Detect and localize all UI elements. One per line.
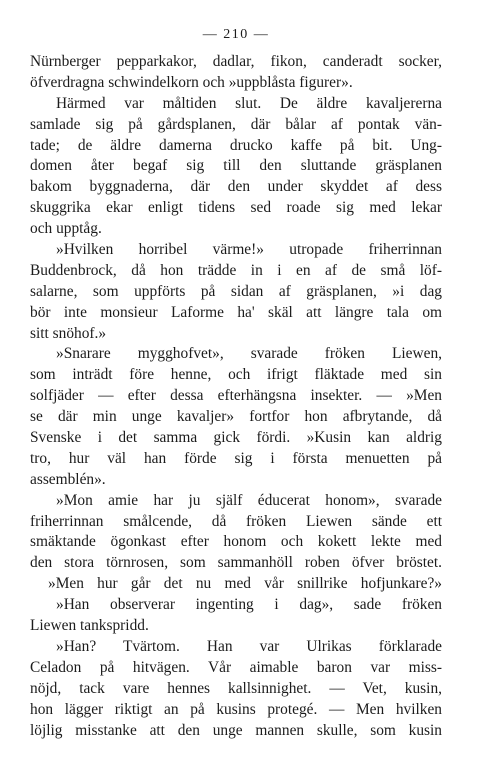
text-line: smäktande ögonkast efter honom och kokett lekte med xyxy=(30,533,442,551)
text-line: salarne, som uppförts på sidan af gräsplanen, »i dag xyxy=(30,282,442,300)
text-line: och upptåg. xyxy=(30,220,102,238)
text-line: bör inte monsieur Laforme ha' skäl att längre tala om xyxy=(30,303,442,321)
text-line: assemblén». xyxy=(30,470,106,488)
text-line: Svenske i det samma gick fördi. »Kusin kan aldrig xyxy=(30,429,442,447)
text-line: öfverdragna schwindelkorn och »uppblåsta figurer». xyxy=(30,73,353,91)
text-line: »Mon amie har ju själf éducerat honom», svarade xyxy=(56,491,442,509)
page-number: — 210 — xyxy=(202,27,270,42)
text-line: hon lägger riktigt an på kusins protegé. — Men hvilken xyxy=(30,700,442,718)
text-line: som inträdt före henne, och ifrigt fläktade med sin xyxy=(30,366,442,384)
text-line: den stora törnrosen, som sammanhöll roben öfver bröstet. xyxy=(30,554,442,572)
text-line: sitt snöhof.» xyxy=(30,324,107,342)
text-line: domen åter begaf sig till den sluttande gräsplanen xyxy=(30,157,442,175)
text-line: »Snarare mygghofvet», svarade fröken Liewen, xyxy=(56,345,442,363)
text-line: löjlig misstanke att den unge mannen skulle, som kusin xyxy=(30,721,442,739)
text-line: tade; de äldre damerna drucko kaffe på bit. Ung- xyxy=(30,136,442,154)
text-line: se där min unge kavaljer» fortfor hon afbrytande, då xyxy=(30,408,442,426)
text-line: »Han? Tvärtom. Han var Ulrikas förklarade xyxy=(56,637,442,655)
text-line: Nürnberger pepparkakor, dadlar, fikon, canderadt socker, xyxy=(30,53,442,70)
text-line: skuggrika ekar enligt tidens sed roade sig med lekar xyxy=(30,199,442,217)
text-line: »Men hur går det nu med vår snillrike hofjunkare?» xyxy=(48,575,442,593)
page-body xyxy=(30,52,442,741)
text-line: nöjd, tack vare hennes kallsinnighet. — Vet, kusin, xyxy=(30,679,442,697)
text-line: solfjäder — efter dessa efterhängsna insekter. — »Men xyxy=(30,387,442,405)
text-line: Liewen tankspridd. xyxy=(30,617,149,635)
text-line: friherrinnan smålcende, då fröken Liewen sände ett xyxy=(30,512,442,530)
text-line: »Han observerar ingenting i dag», sade fröken xyxy=(56,596,442,614)
text-line: bakom byggnaderna, där den under skyddet af dess xyxy=(30,178,442,196)
text-line: Härmed var måltiden slut. De äldre kavaljererna xyxy=(56,94,442,112)
text-line: Celadon på hitvägen. Vår aimable baron var miss- xyxy=(30,658,442,676)
text-line: »Hvilken horribel värme!» utropade friherrinnan xyxy=(56,241,442,259)
text-line: Buddenbrock, då hon trädde in i en af de små löf- xyxy=(30,261,442,279)
text-line: samlade sig på gårdsplanen, där bålar af pontak vän- xyxy=(30,115,442,133)
text-line: tro, hur väl han förde sig i första menuetten på xyxy=(30,449,442,467)
book-page xyxy=(30,24,442,741)
